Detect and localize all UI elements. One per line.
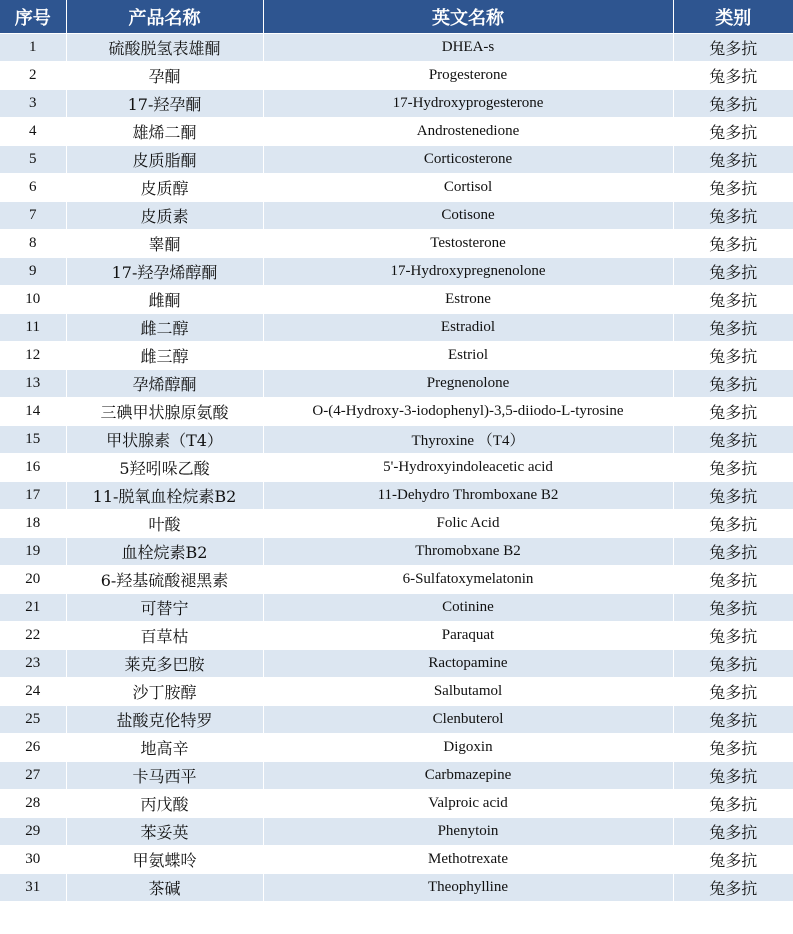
table-row <box>0 202 793 230</box>
header-english-name: 英文名称 <box>263 0 673 34</box>
cell-english-name: Salbutamol <box>263 678 673 706</box>
table-header <box>0 0 793 34</box>
table-row <box>0 342 793 370</box>
cell-serial-number: 12 <box>0 342 66 370</box>
cell-serial-number: 31 <box>0 874 66 902</box>
table-row <box>0 510 793 538</box>
cell-product-name: 血栓烷素B2 <box>66 538 263 566</box>
cell-category: 兔多抗 <box>673 174 793 202</box>
table-row <box>0 734 793 762</box>
table-row <box>0 566 793 594</box>
cell-category: 兔多抗 <box>673 762 793 790</box>
cell-serial-number: 18 <box>0 510 66 538</box>
cell-english-name: Testosterone <box>263 230 673 258</box>
cell-category: 兔多抗 <box>673 510 793 538</box>
cell-category: 兔多抗 <box>673 846 793 874</box>
table-row <box>0 454 793 482</box>
table-row <box>0 314 793 342</box>
cell-category: 兔多抗 <box>673 230 793 258</box>
cell-english-name: 6-Sulfatoxymelatonin <box>263 566 673 594</box>
cell-product-name: 丙戊酸 <box>66 790 263 818</box>
table-row <box>0 874 793 902</box>
cell-product-name: 百草枯 <box>66 622 263 650</box>
cell-english-name: Carbmazepine <box>263 762 673 790</box>
cell-serial-number: 9 <box>0 258 66 286</box>
cell-product-name: 孕烯醇酮 <box>66 370 263 398</box>
cell-product-name: 盐酸克伦特罗 <box>66 706 263 734</box>
cell-serial-number: 10 <box>0 286 66 314</box>
cell-english-name: Clenbuterol <box>263 706 673 734</box>
cell-serial-number: 25 <box>0 706 66 734</box>
table-row <box>0 482 793 510</box>
cell-product-name: 6-羟基硫酸褪黑素 <box>66 566 263 594</box>
cell-product-name: 17-羟孕烯醇酮 <box>66 258 263 286</box>
cell-english-name: Androstenedione <box>263 118 673 146</box>
cell-category: 兔多抗 <box>673 118 793 146</box>
cell-category: 兔多抗 <box>673 818 793 846</box>
cell-english-name: Paraquat <box>263 622 673 650</box>
cell-serial-number: 11 <box>0 314 66 342</box>
cell-english-name: DHEA-s <box>263 34 673 62</box>
cell-serial-number: 21 <box>0 594 66 622</box>
cell-category: 兔多抗 <box>673 426 793 454</box>
table-row <box>0 762 793 790</box>
cell-category: 兔多抗 <box>673 650 793 678</box>
cell-english-name: Cotinine <box>263 594 673 622</box>
cell-serial-number: 16 <box>0 454 66 482</box>
cell-serial-number: 3 <box>0 90 66 118</box>
cell-serial-number: 15 <box>0 426 66 454</box>
cell-category: 兔多抗 <box>673 678 793 706</box>
table-row <box>0 62 793 90</box>
table-row <box>0 398 793 426</box>
cell-serial-number: 24 <box>0 678 66 706</box>
cell-english-name: Thyroxine （T4） <box>263 426 673 454</box>
cell-serial-number: 7 <box>0 202 66 230</box>
cell-category: 兔多抗 <box>673 566 793 594</box>
cell-category: 兔多抗 <box>673 594 793 622</box>
cell-category: 兔多抗 <box>673 90 793 118</box>
table-row <box>0 230 793 258</box>
cell-category: 兔多抗 <box>673 34 793 62</box>
table-row <box>0 594 793 622</box>
cell-product-name: 雌二醇 <box>66 314 263 342</box>
cell-product-name: 沙丁胺醇 <box>66 678 263 706</box>
table-row <box>0 370 793 398</box>
header-product-name: 产品名称 <box>66 0 263 34</box>
header-row <box>0 0 793 34</box>
table-row <box>0 34 793 62</box>
cell-product-name: 苯妥英 <box>66 818 263 846</box>
cell-product-name: 雄烯二酮 <box>66 118 263 146</box>
cell-serial-number: 4 <box>0 118 66 146</box>
cell-category: 兔多抗 <box>673 370 793 398</box>
cell-english-name: Valproic acid <box>263 790 673 818</box>
cell-product-name: 三碘甲状腺原氨酸 <box>66 398 263 426</box>
table-row <box>0 426 793 454</box>
cell-category: 兔多抗 <box>673 146 793 174</box>
cell-product-name: 皮质脂酮 <box>66 146 263 174</box>
table-row <box>0 174 793 202</box>
cell-product-name: 皮质醇 <box>66 174 263 202</box>
cell-english-name: 17-Hydroxyprogesterone <box>263 90 673 118</box>
cell-category: 兔多抗 <box>673 538 793 566</box>
cell-product-name: 5羟吲哚乙酸 <box>66 454 263 482</box>
table-row <box>0 538 793 566</box>
table-row <box>0 118 793 146</box>
cell-product-name: 甲氨蝶呤 <box>66 846 263 874</box>
cell-serial-number: 14 <box>0 398 66 426</box>
cell-serial-number: 23 <box>0 650 66 678</box>
cell-english-name: 17-Hydroxypregnenolone <box>263 258 673 286</box>
cell-serial-number: 8 <box>0 230 66 258</box>
cell-product-name: 皮质素 <box>66 202 263 230</box>
cell-product-name: 孕酮 <box>66 62 263 90</box>
cell-serial-number: 6 <box>0 174 66 202</box>
cell-english-name: Corticosterone <box>263 146 673 174</box>
cell-product-name: 硫酸脱氢表雄酮 <box>66 34 263 62</box>
table-row <box>0 622 793 650</box>
cell-product-name: 雌三醇 <box>66 342 263 370</box>
table-row <box>0 818 793 846</box>
cell-product-name: 茶碱 <box>66 874 263 902</box>
cell-serial-number: 19 <box>0 538 66 566</box>
cell-category: 兔多抗 <box>673 258 793 286</box>
table-row <box>0 678 793 706</box>
table-row <box>0 286 793 314</box>
cell-english-name: Pregnenolone <box>263 370 673 398</box>
cell-serial-number: 20 <box>0 566 66 594</box>
cell-serial-number: 28 <box>0 790 66 818</box>
table-row <box>0 790 793 818</box>
cell-category: 兔多抗 <box>673 62 793 90</box>
cell-serial-number: 22 <box>0 622 66 650</box>
cell-product-name: 卡马西平 <box>66 762 263 790</box>
cell-english-name: Cotisone <box>263 202 673 230</box>
table-row <box>0 90 793 118</box>
cell-english-name: Thromobxane B2 <box>263 538 673 566</box>
cell-product-name: 地高辛 <box>66 734 263 762</box>
cell-serial-number: 27 <box>0 762 66 790</box>
cell-english-name: Digoxin <box>263 734 673 762</box>
cell-category: 兔多抗 <box>673 734 793 762</box>
cell-serial-number: 5 <box>0 146 66 174</box>
cell-category: 兔多抗 <box>673 286 793 314</box>
cell-category: 兔多抗 <box>673 482 793 510</box>
cell-product-name: 17-羟孕酮 <box>66 90 263 118</box>
header-category: 类别 <box>673 0 793 34</box>
header-serial-number: 序号 <box>0 0 66 34</box>
cell-product-name: 叶酸 <box>66 510 263 538</box>
cell-serial-number: 29 <box>0 818 66 846</box>
cell-english-name: Methotrexate <box>263 846 673 874</box>
table-body <box>0 34 793 902</box>
cell-category: 兔多抗 <box>673 622 793 650</box>
cell-serial-number: 2 <box>0 62 66 90</box>
cell-english-name: Estrone <box>263 286 673 314</box>
cell-english-name: 11-Dehydro Thromboxane B2 <box>263 482 673 510</box>
table-row <box>0 650 793 678</box>
cell-english-name: Theophylline <box>263 874 673 902</box>
cell-product-name: 睾酮 <box>66 230 263 258</box>
cell-serial-number: 30 <box>0 846 66 874</box>
cell-english-name: Folic Acid <box>263 510 673 538</box>
table-row <box>0 146 793 174</box>
table-row <box>0 706 793 734</box>
cell-product-name: 11-脱氧血栓烷素B2 <box>66 482 263 510</box>
cell-english-name: Progesterone <box>263 62 673 90</box>
table-row <box>0 846 793 874</box>
cell-product-name: 雌酮 <box>66 286 263 314</box>
cell-serial-number: 26 <box>0 734 66 762</box>
cell-serial-number: 13 <box>0 370 66 398</box>
cell-category: 兔多抗 <box>673 202 793 230</box>
cell-english-name: Cortisol <box>263 174 673 202</box>
table-row <box>0 258 793 286</box>
cell-serial-number: 17 <box>0 482 66 510</box>
cell-product-name: 可替宁 <box>66 594 263 622</box>
cell-category: 兔多抗 <box>673 706 793 734</box>
cell-english-name: Estriol <box>263 342 673 370</box>
cell-category: 兔多抗 <box>673 314 793 342</box>
cell-category: 兔多抗 <box>673 790 793 818</box>
cell-english-name: Estradiol <box>263 314 673 342</box>
cell-category: 兔多抗 <box>673 874 793 902</box>
cell-product-name: 莱克多巴胺 <box>66 650 263 678</box>
cell-english-name: O-(4-Hydroxy-3-iodophenyl)-3,5-diiodo-L-tyrosine <box>263 398 673 426</box>
cell-english-name: Phenytoin <box>263 818 673 846</box>
cell-serial-number: 1 <box>0 34 66 62</box>
cell-category: 兔多抗 <box>673 342 793 370</box>
cell-english-name: Ractopamine <box>263 650 673 678</box>
cell-category: 兔多抗 <box>673 398 793 426</box>
cell-category: 兔多抗 <box>673 454 793 482</box>
cell-product-name: 甲状腺素（T4） <box>66 426 263 454</box>
cell-english-name: 5'-Hydroxyindoleacetic acid <box>263 454 673 482</box>
